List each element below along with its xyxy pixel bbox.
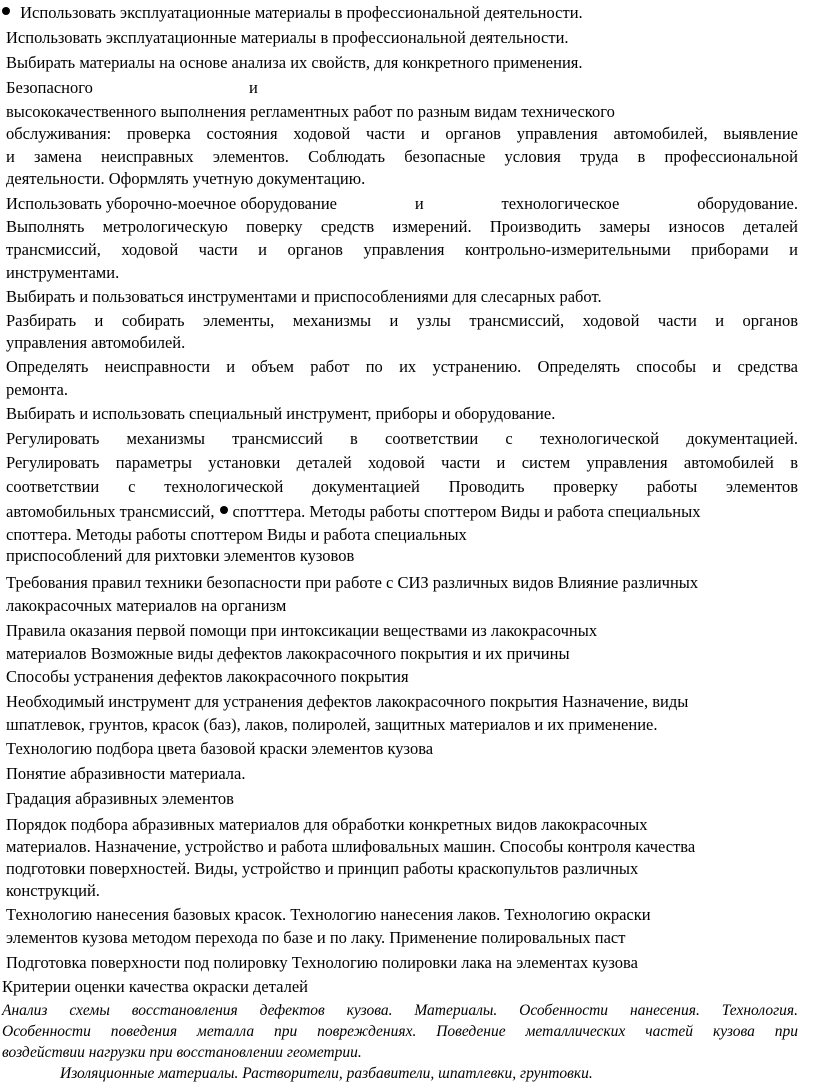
document-line: Подготовка поверхности под полировку Технологию полировки лака на элементах кузова — [6, 953, 638, 972]
document-line: элементов кузова методом перехода по базе и по лаку. Применение полировальных паст — [6, 928, 626, 947]
document-line: конструкций. — [6, 881, 100, 900]
document-line: Регулировать параметры установки деталей ходовой части и систем управления автомобилей в — [6, 453, 798, 472]
document-line: управления автомобилей. — [6, 333, 186, 352]
document-line: обслуживания: проверка состояния ходовой части и органов управления автомобилей, выявление — [6, 124, 798, 143]
document-line: соответствии с технологической документацией Проводить проверку работы элементов — [6, 477, 798, 496]
document-line: Правила оказания первой помощи при интоксикации веществами из лакокрасочных — [6, 621, 598, 640]
bullet-icon — [220, 506, 228, 514]
document-line: Технологию нанесения базовых красок. Технологию нанесения лаков. Технологию окраски — [6, 905, 651, 924]
document-line: трансмиссий, ходовой части и органов управления контрольно-измерительными приборами и — [6, 240, 798, 259]
document-line: материалов Возможные виды дефектов лакокрасочного покрытия и их причины — [6, 644, 570, 663]
document-line: Выбирать материалы на основе анализа их свойств, для конкретного применения. — [6, 53, 583, 72]
line-text: технологическое — [501, 194, 620, 213]
line-text: спотттера. Методы работы споттером Виды и работа специальных — [232, 502, 701, 521]
document-line: Выбирать и пользоваться инструментами и приспособлениями для слесарных работ. — [6, 287, 602, 306]
document-line: Понятие абразивности материала. — [6, 764, 246, 783]
document-line: Особенности поведения металла при повреждениях. Поведение металлических частей кузова при — [2, 1023, 798, 1040]
document-line: Выполнять метрологическую поверку средств измерений. Производить замеры износов деталей — [6, 217, 798, 236]
document-line: Способы устранения дефектов лакокрасочного покрытия — [6, 667, 409, 686]
document-line: Критерии оценки качества окраски деталей — [2, 977, 308, 996]
document-line: Технологию подбора цвета базовой краски элементов кузова — [6, 739, 434, 758]
document-line: шпатлевок, грунтов, красок (баз), лаков, полиролей, защитных материалов и их применение. — [6, 715, 658, 734]
document-line — [6, 101, 798, 123]
document-line — [2, 2, 583, 24]
line-text: автомобильных трансмиссий, — [6, 502, 215, 521]
document-line: ремонта. — [6, 380, 68, 399]
document-line: Безопасного — [6, 78, 93, 97]
document-line: Изоляционные материалы. Растворители, разбавители, шпатлевки, грунтовки. — [60, 1065, 593, 1082]
document-line: Разбирать и собирать элементы, механизмы и узлы трансмиссий, ходовой части и органов — [6, 311, 798, 330]
document-line: Анализ схемы восстановления дефектов кузова. Материалы. Особенности нанесения. Технология. — [2, 1002, 798, 1019]
document-line: лакокрасочных материалов на организм — [6, 596, 287, 615]
document-line: Определять неисправности и объем работ по их устранению. Определять способы и средства — [6, 357, 798, 376]
line-text: Использовать уборочно-моечное оборудование — [6, 194, 337, 213]
line-text: высококачественного выполнения регламентных работ по разным видам технического — [6, 102, 615, 121]
document-line: подготовки поверхностей. Виды, устройство и принцип работы краскопультов различных — [6, 859, 639, 878]
document-line: и — [249, 78, 258, 97]
document-line: Регулировать механизмы трансмиссий в соответствии с технологической документацией. — [6, 429, 798, 448]
document-line: Порядок подбора абразивных материалов для обработки конкретных видов лакокрасочных — [6, 815, 648, 834]
document-line: Необходимый инструмент для устранения дефектов лакокрасочного покрытия Назначение, виды — [6, 692, 689, 711]
document-line: Выбирать и использовать специальный инструмент, приборы и оборудование. — [6, 404, 556, 423]
document-line — [6, 501, 700, 523]
document-line: инструментами. — [6, 263, 120, 282]
document-line: воздействии нагрузки при восстановлении геометрии. — [2, 1044, 362, 1061]
document-line: и замена неисправных элементов. Соблюдать безопасные условия труда в профессиональной — [6, 147, 798, 166]
document-line: материалов. Назначение, устройство и работа шлифовальных машин. Способы контроля качества — [6, 837, 696, 856]
document-line: споттера. Методы работы споттером Виды и работа специальных — [6, 525, 467, 544]
document-line: Использовать эксплуатационные материалы в профессиональной деятельности. — [6, 28, 569, 47]
document-line — [6, 193, 798, 215]
document-line: Градация абразивных элементов — [6, 789, 234, 808]
document-line: приспособлений для рихтовки элементов кузовов — [6, 546, 355, 565]
document-line: деятельности. Оформлять учетную документацию. — [6, 169, 366, 188]
line-text: и — [414, 194, 424, 213]
line-text: оборудование. — [697, 194, 798, 213]
document-line: Требования правил техники безопасности при работе с СИЗ различных видов Влияние различных — [6, 573, 699, 592]
line-text: Использовать эксплуатационные материалы в профессиональной деятельности. — [20, 3, 583, 22]
bullet-icon — [2, 7, 10, 15]
